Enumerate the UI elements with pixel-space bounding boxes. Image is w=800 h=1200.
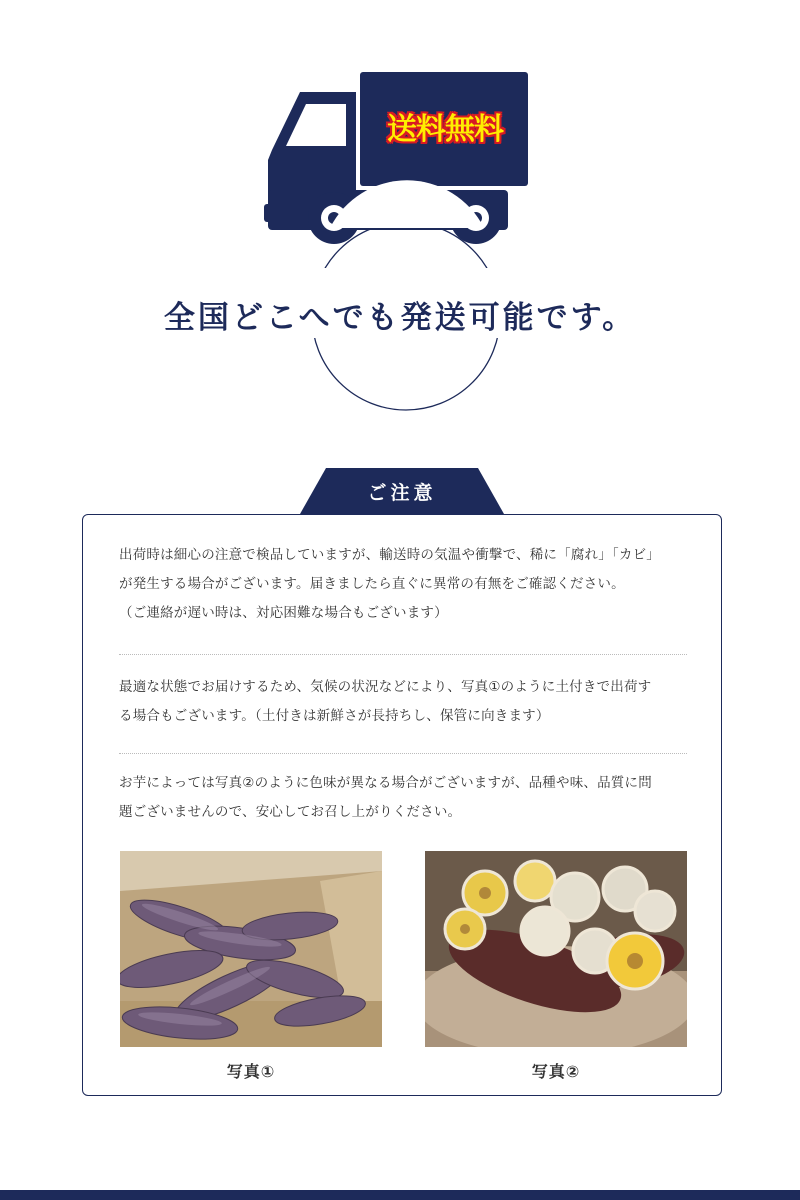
notice-tab-label: ご注意: [367, 482, 437, 504]
notice-paragraph-2: [119, 673, 699, 731]
notice-paragraph-1: [119, 541, 699, 628]
notice-line: 題ございませんので、安心してお召し上がりください。: [119, 804, 462, 820]
notice-line: お芋によっては写真②のように色味が異なる場合がございますが、品種や味、品質に問: [119, 775, 652, 791]
dotted-divider: [119, 753, 687, 754]
photo-sweet-potatoes-in-box: [120, 851, 382, 1047]
notice-line: 最適な状態でお届けするため、気候の状況などにより、写真①のように土付きで出荷す: [119, 679, 652, 695]
notice-line: （ご連絡が遅い時は、対応困難な場合もございます）: [119, 605, 448, 621]
photo-1-caption: 写真①: [226, 1062, 276, 1081]
notice-paragraph-3: [119, 769, 699, 827]
notice-tab: [300, 468, 504, 514]
free-shipping-label: 送料無料: [387, 112, 503, 147]
delivery-truck-icon: [0, 0, 800, 440]
notice-panel: [82, 514, 722, 1096]
free-shipping-hero: [0, 0, 800, 440]
notice-line: 出荷時は細心の注意で検品していますが、輸送時の気温や衝撃で、稀に「腐れ」「カビ」: [119, 547, 660, 563]
footer-bar: [0, 1190, 800, 1200]
headline: 全国どこへでも発送可能です。: [163, 300, 637, 336]
notice-line: る場合もございます。（土付きは新鮮さが長持ちし、保管に向きます）: [119, 708, 550, 724]
dotted-divider: [119, 654, 687, 655]
photo-baked-sweet-potatoes: [425, 851, 687, 1047]
notice-line: が発生する場合がございます。届きましたら直ぐに異常の有無をご確認ください。: [119, 576, 625, 592]
photo-2-caption: 写真②: [531, 1062, 581, 1081]
